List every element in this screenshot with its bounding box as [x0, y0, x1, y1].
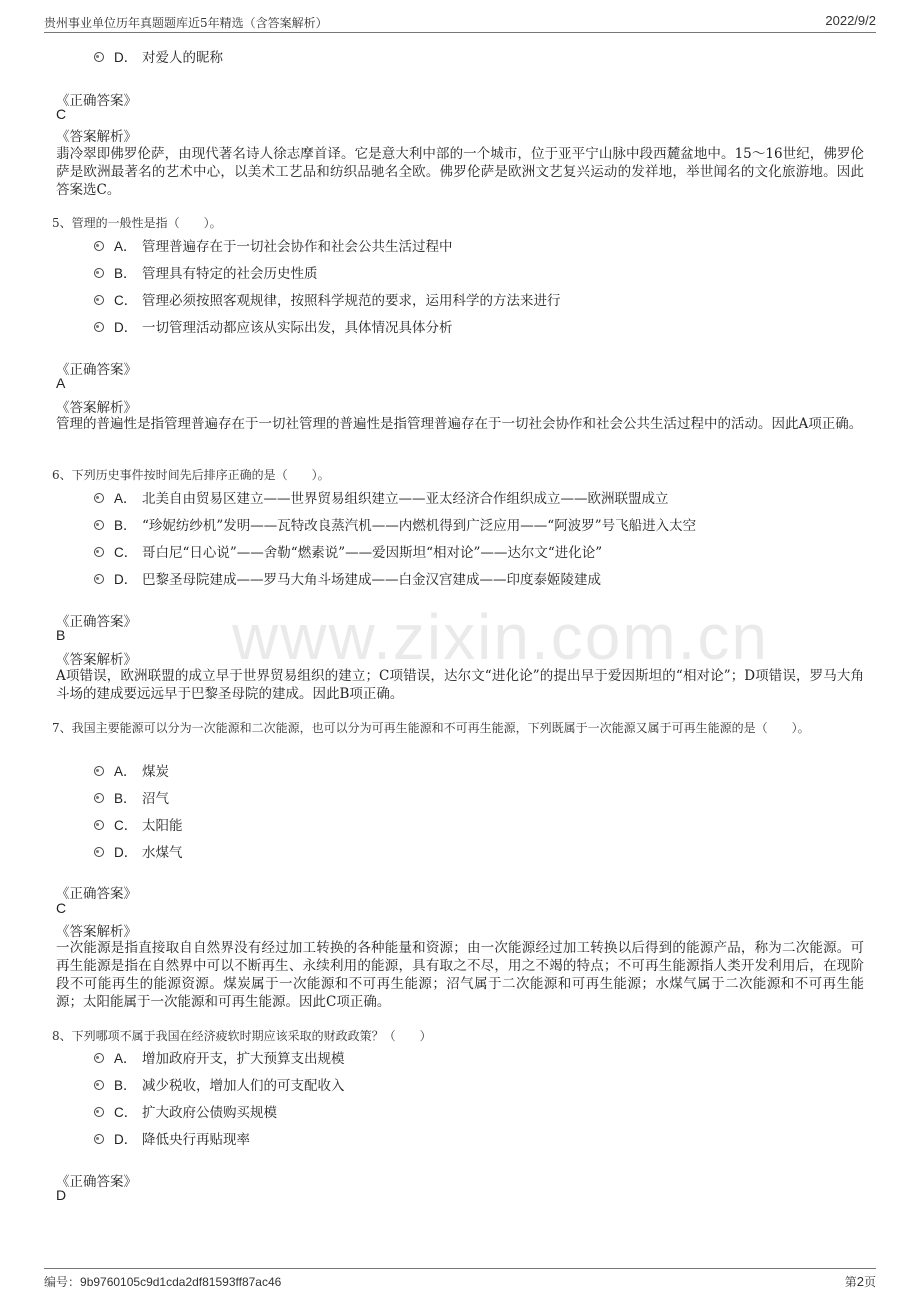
option-letter: A． — [114, 491, 137, 506]
option-text: 巴黎圣母院建成——罗马大角斗场建成——白金汉宫建成——印度泰姬陵建成 — [142, 572, 601, 588]
option-letter: B． — [114, 1078, 137, 1093]
option-text: 管理普遍存在于一切社会协作和社会公共生活过程中 — [142, 239, 453, 255]
option-letter: D． — [114, 572, 138, 587]
answer-value: D — [56, 1187, 67, 1203]
analysis-text: 管理的普遍性是指管理普遍存在于一切社管理的普遍性是指管理普遍存在于一切社会协作和社会公共生活过程中的活动。因此A项正确。 — [56, 416, 863, 432]
page-prefix: 第 — [844, 1275, 857, 1289]
radio-icon[interactable] — [94, 493, 104, 503]
radio-icon[interactable] — [94, 520, 104, 530]
option-text: 一切管理活动都应该从实际出发，具体情况具体分析 — [142, 320, 453, 336]
option-text: “珍妮纺纱机”发明——瓦特改良蒸汽机——内燃机得到广泛应用——“阿波罗”号飞船进入太空 — [142, 518, 697, 534]
radio-icon[interactable] — [94, 847, 104, 857]
option-letter: D． — [114, 845, 138, 860]
radio-icon[interactable] — [94, 322, 104, 332]
radio-icon[interactable] — [94, 547, 104, 557]
radio-icon[interactable] — [94, 52, 104, 62]
question-6-title: 6、下列历史事件按时间先后排序正确的是（ ）。 — [52, 468, 330, 482]
page-header — [44, 12, 876, 33]
question-8-title: 8、下列哪项不属于我国在经济疲软时期应该采取的财政政策？（ ） — [52, 1029, 432, 1043]
option-text: 降低央行再贴现率 — [142, 1132, 250, 1148]
correct-answer-label: 《正确答案》 — [56, 886, 137, 902]
page-suffix: 页 — [863, 1275, 876, 1289]
option-letter: A． — [114, 764, 137, 779]
analysis-label: 《答案解析》 — [56, 924, 137, 940]
document-title: 贵州事业单位历年真题题库近5年精选（含答案解析） — [44, 16, 328, 30]
page-number — [845, 1273, 876, 1290]
option-letter: B． — [114, 266, 137, 281]
analysis-text: 一次能源是指直接取自自然界没有经过加工转换的各种能量和资源；由一次能源经过加工转换以后得到的能源产品，称为二次能源。可再生能源是指在自然界中可以不断再生、永续利用的能源，具有取之不尽，用之不竭的特点；不可再生能源指人类开发利用后，在现阶段不可能再生的能源资源。煤炭属于一次能源和不可再生能源；沼气属于二次能源和可再生能源；水煤气属于二次能源和不可再生能源；太阳能属于一次能源和可再生能源。因此C项正确。 — [56, 940, 864, 1010]
option-text: 减少税收，增加人们的可支配收入 — [142, 1078, 345, 1094]
option-text: 水煤气 — [142, 845, 183, 861]
option-text: 煤炭 — [142, 764, 169, 780]
option-text: 对爱人的昵称 — [142, 50, 223, 66]
option-letter: D． — [114, 50, 138, 65]
correct-answer-label: 《正确答案》 — [56, 614, 137, 630]
question-7-title: 7、我国主要能源可以分为一次能源和二次能源，也可以分为可再生能源和不可再生能源，下列既属于一次能源又属于可再生能源的是（ ）。 — [52, 721, 810, 735]
option-letter: A． — [114, 239, 137, 254]
serial-value: 9b9760105c9d1cda2df81593ff87ac46 — [80, 1275, 282, 1289]
radio-icon[interactable] — [94, 1107, 104, 1117]
document-date: 2022/9/2 — [825, 13, 876, 28]
radio-icon[interactable] — [94, 793, 104, 803]
analysis-label: 《答案解析》 — [56, 400, 137, 416]
serial-label: 编号： — [44, 1275, 81, 1289]
radio-icon[interactable] — [94, 766, 104, 776]
analysis-text: A项错误，欧洲联盟的成立早于世界贸易组织的建立；C项错误，达尔文“进化论”的提出早于爱因斯坦的“相对论”；D项错误，罗马大角斗场的建成要远远早于巴黎圣母院的建成。因此B项正确。 — [56, 668, 864, 702]
page-footer — [44, 1268, 876, 1289]
option-letter: A． — [114, 1051, 137, 1066]
option-letter: C． — [114, 545, 138, 560]
radio-icon[interactable] — [94, 1080, 104, 1090]
option-letter: B． — [114, 518, 137, 533]
radio-icon[interactable] — [94, 1053, 104, 1063]
watermark: www.zixin.com.cn — [232, 601, 769, 673]
option-text: 哥白尼“日心说”——舍勒“燃素说”——爱因斯坦“相对论”——达尔文“进化论” — [142, 545, 603, 561]
radio-icon[interactable] — [94, 820, 104, 830]
analysis-label: 《答案解析》 — [56, 129, 137, 145]
analysis-text: 翡冷翠即佛罗伦萨，由现代著名诗人徐志摩首译。它是意大利中部的一个城市，位于亚平宁山脉中段西麓盆地中。15～16世纪，佛罗伦萨是欧洲最著名的艺术中心，以美术工艺品和纺织品驰名全欧。佛罗伦萨是欧洲文艺复兴运动的发祥地，举世闻名的文化旅游地。因此答案选C。 — [56, 146, 864, 198]
question-5-title: 5、管理的一般性是指（ ）。 — [52, 216, 222, 230]
answer-value: C — [56, 900, 67, 916]
answer-value: B — [56, 627, 66, 643]
option-letter: C． — [114, 293, 138, 308]
radio-icon[interactable] — [94, 1134, 104, 1144]
analysis-label: 《答案解析》 — [56, 652, 137, 668]
answer-value: C — [56, 106, 67, 122]
answer-value: A — [56, 375, 66, 391]
correct-answer-label: 《正确答案》 — [56, 362, 137, 378]
option-letter: D． — [114, 320, 138, 335]
option-text: 太阳能 — [142, 818, 183, 834]
option-letter: C． — [114, 818, 138, 833]
page-number-value: 2 — [856, 1274, 864, 1289]
option-letter: C． — [114, 1105, 138, 1120]
option-text: 扩大政府公债购买规模 — [142, 1105, 277, 1121]
option-text: 沼气 — [142, 791, 169, 807]
correct-answer-label: 《正确答案》 — [56, 93, 137, 109]
option-letter: B． — [114, 791, 137, 806]
radio-icon[interactable] — [94, 295, 104, 305]
radio-icon[interactable] — [94, 241, 104, 251]
option-letter: D． — [114, 1132, 138, 1147]
option-text: 北美自由贸易区建立——世界贸易组织建立——亚太经济合作组织成立——欧洲联盟成立 — [142, 491, 669, 507]
serial-number — [44, 1273, 281, 1290]
correct-answer-label: 《正确答案》 — [56, 1174, 137, 1190]
radio-icon[interactable] — [94, 268, 104, 278]
option-text: 管理具有特定的社会历史性质 — [142, 266, 318, 282]
radio-icon[interactable] — [94, 574, 104, 584]
option-text: 增加政府开支，扩大预算支出规模 — [142, 1051, 345, 1067]
option-text: 管理必须按照客观规律，按照科学规范的要求，运用科学的方法来进行 — [142, 293, 561, 309]
